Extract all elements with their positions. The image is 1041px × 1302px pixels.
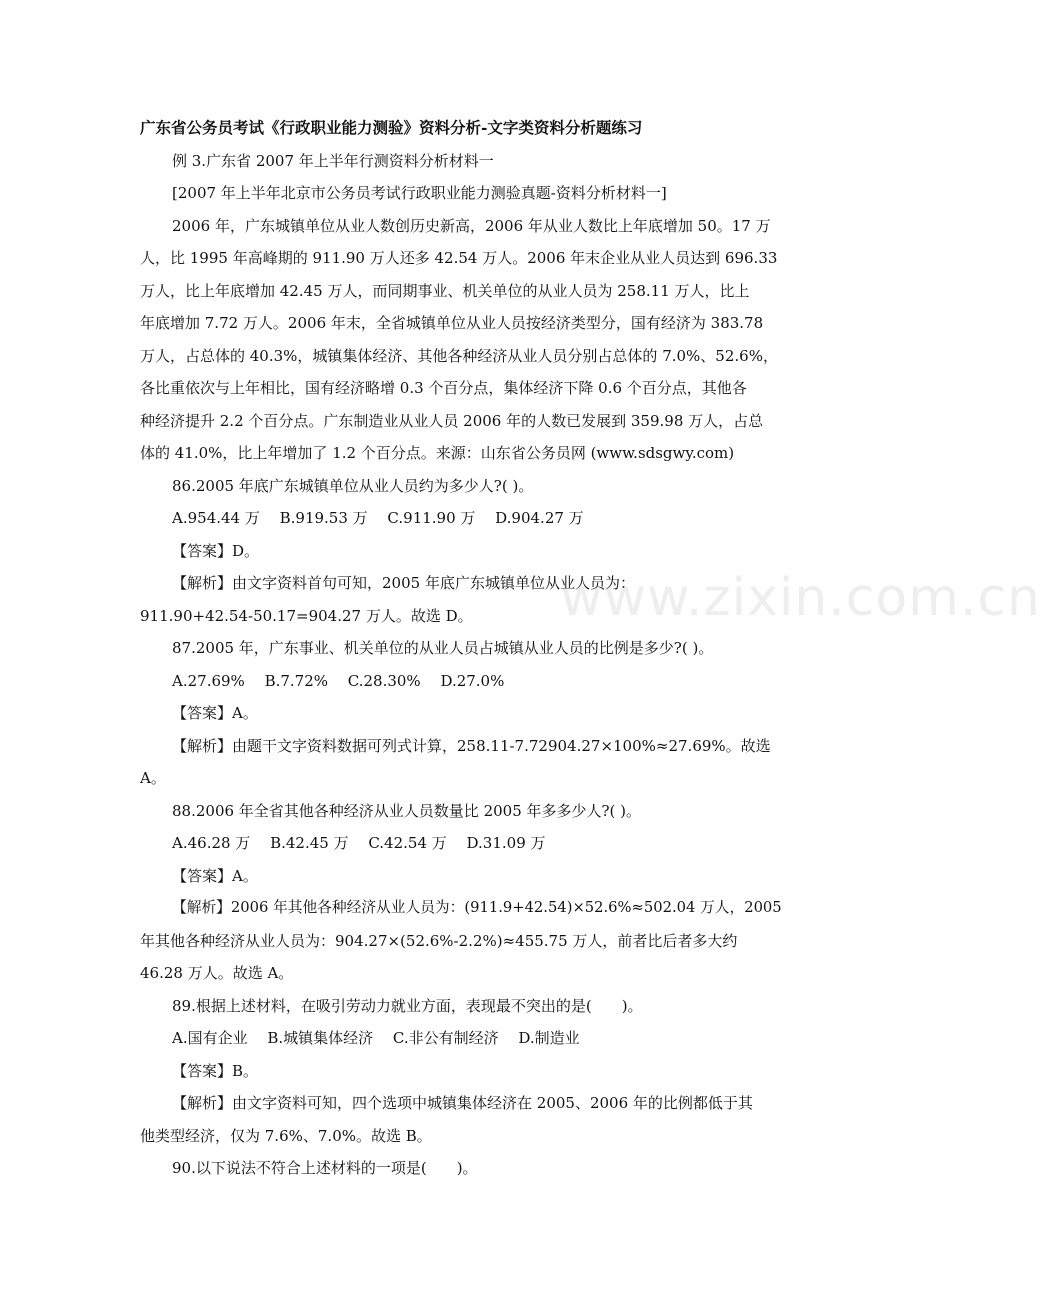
question-86: 86.2005 年底广东城镇单位从业人员约为多少人?( )。 <box>172 477 534 495</box>
options-87: A.27.69% B.7.72% C.28.30% D.27.0% <box>172 672 505 690</box>
passage-line: 各比重依次与上年相比，国有经济略增 0.3 个百分点，集体经济下降 0.6 个百分点，其他各 <box>140 379 747 397</box>
explanation-87: 【解析】由题干文字资料数据可列式计算，258.11-7.72904.27×100%≈27.69%。故选 <box>172 737 771 755</box>
explanation-89: 【解析】由文字资料可知，四个选项中城镇集体经济在 2005、2006 年的比例都低于其 <box>172 1094 753 1112</box>
document-title: 广东省公务员考试《行政职业能力测验》资料分析-文字类资料分析题练习 <box>140 118 643 137</box>
passage-line: 种经济提升 2.2 个百分点。广东制造业从业人员 2006 年的人数已发展到 359.98 万人，占总 <box>140 412 764 430</box>
explanation-89-cont: 他类型经济，仅为 7.6%、7.0%。故选 B。 <box>140 1127 432 1145</box>
source-note: [2007 年上半年北京市公务员考试行政职业能力测验真题-资料分析材料一] <box>172 184 667 202</box>
answer-88: 【答案】A。 <box>172 867 258 885</box>
watermark: www.zixin.com.cn <box>560 568 1041 628</box>
options-88: A.46.28 万 B.42.45 万 C.42.54 万 D.31.09 万 <box>172 834 546 852</box>
explanation-88: 【解析】2006 年其他各种经济从业人员为：(911.9+42.54)×52.6%≈502.04 万人，2005 <box>172 899 782 916</box>
answer-86: 【答案】D。 <box>172 542 260 560</box>
explanation-87-cont: A。 <box>140 769 166 787</box>
explanation-86-cont: 911.90+42.54-50.17=904.27 万人。故选 D。 <box>140 607 473 625</box>
passage-line: 年底增加 7.72 万人。2006 年末，全省城镇单位从业人员按经济类型分，国有经济为 383.78 <box>140 314 764 332</box>
example-heading: 例 3.广东省 2007 年上半年行测资料分析材料一 <box>172 152 494 170</box>
passage-line: 2006 年，广东城镇单位从业人数创历史新高，2006 年从业人数比上年底增加 50。17 万 <box>172 217 771 235</box>
answer-87: 【答案】A。 <box>172 704 258 722</box>
passage-line: 体的 41.0%，比上年增加了 1.2 个百分点。来源：山东省公务员网 (www.sdsgwy.com) <box>140 444 735 462</box>
explanation-86: 【解析】由文字资料首句可知，2005 年底广东城镇单位从业人员为： <box>172 574 635 592</box>
options-89: A.国有企业 B.城镇集体经济 C.非公有制经济 D.制造业 <box>172 1029 580 1047</box>
question-87: 87.2005 年，广东事业、机关单位的从业人员占城镇从业人员的比例是多少?( )。 <box>172 639 714 657</box>
question-89: 89.根据上述材料，在吸引劳动力就业方面，表现最不突出的是( )。 <box>172 997 643 1015</box>
question-88: 88.2006 年全省其他各种经济从业人员数量比 2005 年多多少人?( )。 <box>172 802 642 820</box>
passage-line: 万人，占总体的 40.3%，城镇集体经济、其他各种经济从业人员分别占总体的 7.0%、52.6%， <box>140 347 778 365</box>
passage-line: 人，比 1995 年高峰期的 911.90 万人还多 42.54 万人。2006 年末企业从业人员达到 696.33 <box>140 249 778 267</box>
question-90: 90.以下说法不符合上述材料的一项是( )。 <box>172 1159 478 1177</box>
explanation-88-cont: 年其他各种经济从业人员为：904.27×(52.6%-2.2%)≈455.75 万人，前者比后者多大约 <box>140 932 738 950</box>
answer-89: 【答案】B。 <box>172 1062 259 1080</box>
passage-line: 万人，比上年底增加 42.45 万人，而同期事业、机关单位的从业人员为 258.11 万人，比上 <box>140 282 750 300</box>
explanation-88-cont: 46.28 万人。故选 A。 <box>140 964 294 982</box>
options-86: A.954.44 万 B.919.53 万 C.911.90 万 D.904.27 万 <box>172 509 584 527</box>
